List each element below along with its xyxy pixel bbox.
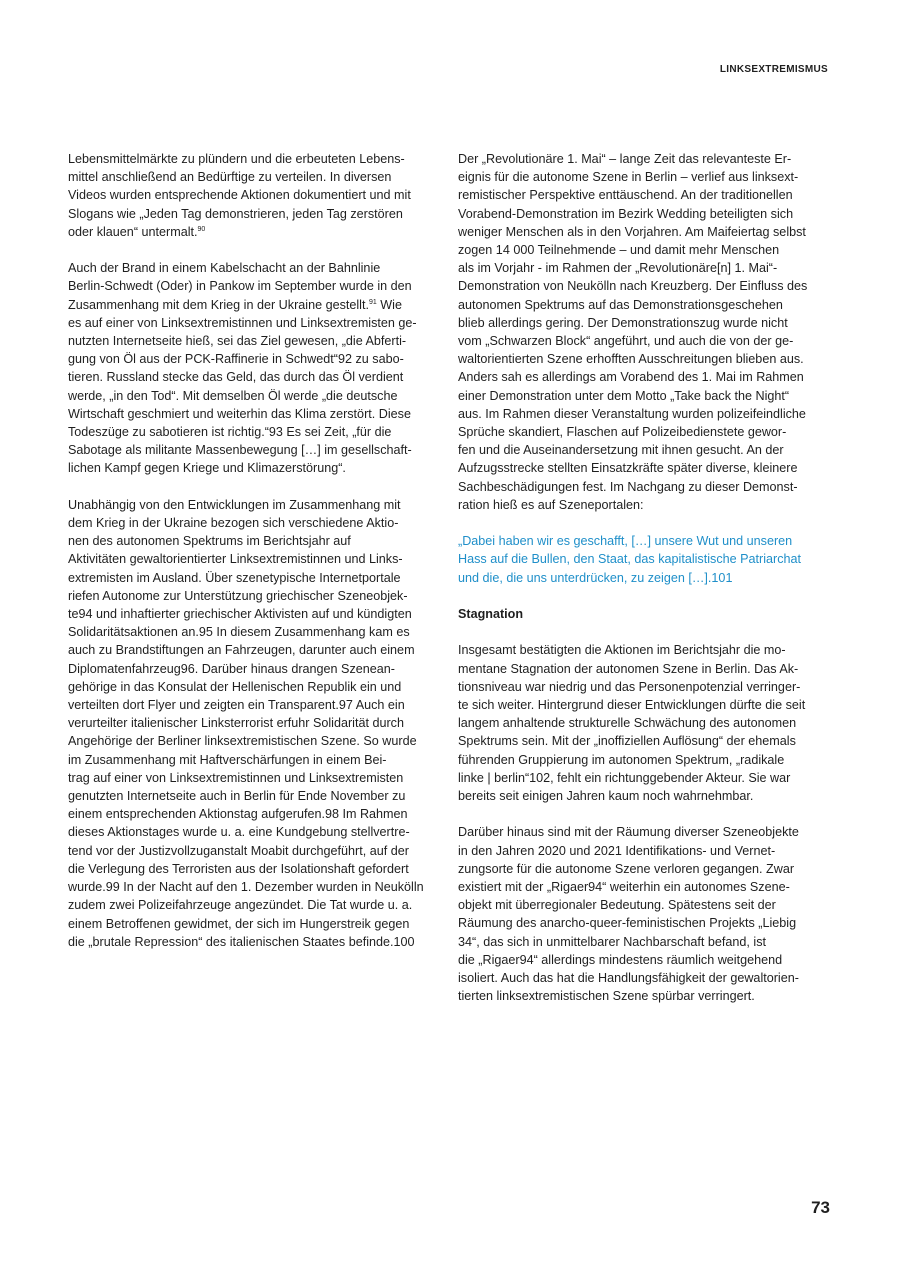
right-column: [458, 150, 830, 1024]
paragraph-may-day: Der „Revolutionäre 1. Mai“ – lange Zeit das relevanteste Er- eignis für die autonome Szene in Berlin – verlief aus linksext- remistischer Perspektive enttäuschend. An der traditionellen Vorabend-Demonstration im Bezirk Wedding beteiligten sich weniger Menschen als in den Vorjahren. Am Maifeiertag selbst zogen 14 000 Teilnehmende – und damit mehr Menschen als im Vorjahr - im Rahmen der „Revolutionäre[n] 1. Mai“- Demonstration von Neukölln nach Kreuzberg. Der Einfluss des autonomen Spektrums auf das Demonstrationsgeschehen blieb allerdings gering. Der Demonstrationszug wurde nicht vom „Schwarzen Block“ angeführt, und auch die von der ge- waltorientierten Szene erhofften Ausschreitungen blieben aus. Anders sah es allerdings am Vorabend des 1. Mai im Rahmen einer Demonstration unter dem Motto „Take back the Night“ aus. Im Rahmen dieser Veranstaltung wurden polizeifeindliche Sprüche skandiert, Flaschen auf Polizeibedienstete gewor- fen und die Auseinandersetzung mit ihnen gesucht. An der Aufzugsstrecke stellten Einsatzkräfte später diverse, kleinere Sachbeschädigungen fest. Im Nachgang zu dieser Demonst- ration hieß es auf Szeneportalen:: [458, 152, 808, 512]
quote-scene-portal: „Dabei haben wir es geschafft, […] unsere Wut und unseren Hass auf die Bullen, den Staat, das kapitalistische Patriarchat und die, die uns unterdrücken, zu zeigen […].101: [458, 534, 802, 585]
footnote-ref: 90: [197, 225, 206, 233]
paragraph-evictions: Darüber hinaus sind mit der Räumung diverser Szeneobjekte in den Jahren 2020 und 2021 Identifikations- und Vernet- zungsorte für die autonome Szene verloren gegangen. Zwar existiert mit der „Rigaer94“ weiterhin ein autonomes Szene- objekt mit überregionaler Bedeutung. Spätestens seit der Räumung des anarcho-queer-feministischen Projekts „Liebig 34“, das sich in unmittelbarer Nachbarschaft befand, ist die „Rigaer94“ allerdings mindestens räumlich weitgehend isoliert. Auch das hat die Handlungsfähigkeit der gewaltorien- tierten linksextremistischen Szene spürbar verringert.: [458, 825, 799, 1004]
heading-stagnation: Stagnation: [458, 607, 524, 622]
paragraph-food-markets: Lebensmittelmärkte zu plündern und die erbeuteten Lebens- mittel anschließend an Bedürftige zu verteilen. In diversen Videos wurden entsprechende Aktionen dokumentiert und mit Slogans wie „Jeden Tag demonstrieren, jeden Tag zerstören oder klauen“ untermalt.$^{90}$: [68, 152, 411, 239]
page-number: 73: [811, 1198, 830, 1217]
paragraph-cable-fire: Auch der Brand in einem Kabelschacht an der Bahnlinie Berlin-Schwedt (Oder) in Pankow im September wurde in den Zusammenhang mit dem Krieg in der Ukraine gestellt.$^{91}$ Wie es auf einer von Linksextremistinnen und Linksextremisten ge- nutzten Internetseite hieß, sei das Ziel gewesen, „die Abferti- gung von Öl aus der PCK-Raffinerie in Schwedt“92 zu sabo- tieren. Russland stecke das Geld, das durch das Öl verdient werde, „in den Tod“. Mit demselben Öl werde „die deutsche Wirtschaft geschmiert und weiterhin das Klima zerstört. Diese Todeszüge zu sabotieren ist richtig.“93 Es sei Zeit, „für die Sabotage als militante Massenbewegung […] im gesellschaft- lichen Kampf gegen Kriege und Klimazerstörung“.: [68, 261, 417, 476]
footnote-ref: 91: [368, 298, 377, 306]
paragraph-international-solidarity: Unabhängig von den Entwicklungen im Zusammenhang mit dem Krieg in der Ukraine bezogen sich verschiedene Aktio- nen des autonomen Spektrums im Berichtsjahr auf Aktivitäten gewaltorientierter Linksextremistinnen und Links- extremisten im Ausland. Über szenetypische Internetportale riefen Autonome zur Unterstützung griechischer Szeneobjek- te94 und inhaftierter griechischer Aktivisten auf und kündigten Solidaritätsaktionen an.95 In diesem Zusammenhang kam es auch zu Brandstiftungen an Fahrzeugen, darunter auch einem Diplomatenfahrzeug96. Darüber hinaus drangen Szenean- gehörige in das Konsulat der Hellenischen Republik ein und verteilten dort Flyer und zeigten ein Transparent.97 Auch ein verurteilter italienischer Linksterrorist erfuhr Solidarität durch Angehörige der Berliner linksextremistischen Szene. So wurde im Zusammenhang mit Haftverschärfungen in einem Bei- trag auf einer von Linksextremistinnen und Linksextremisten genutzten Internetseite auch in Berlin für Ende November zu einem entsprechenden Aktionstag aufgerufen.98 Im Rahmen dieses Aktionstages wurde u. a. eine Kundgebung stellvertre- tend vor der Justizvollzuganstalt Moabit durchgeführt, auf der die Verlegung des Terroristen aus der Isolationshaft gefordert wurde.99 In der Nacht auf den 1. Dezember wurden in Neukölln zudem zwei Polizeifahrzeuge angezündet. Die Tat wurde u. a. einem Betroffenen gewidmet, der sich im Hungerstreik gegen die „brutale Repression“ des italienischen Staates befinde.100: [68, 497, 424, 949]
left-column: [68, 150, 440, 969]
paragraph-stagnation: Insgesamt bestätigten die Aktionen im Berichtsjahr die mo- mentane Stagnation der autonomen Szene in Berlin. Das Ak- tionsniveau war niedrig und das Personenpotenzial verringer- te sich weiter. Hintergrund dieser Entwicklungen dürfte die seit langem anhaltende strukturelle Schwächung des autonomen Spektrums sein. Mit der „inoffiziellen Auflösung“ der ehemals führenden Gruppierung im autonomen Spektrum, „radikale linke | berlin“102, fehlt ein richtunggebender Akteur. Sie war bereits seit einigen Jahren kaum noch wahrnehmbar.: [458, 643, 806, 804]
section-header: LINKSEXTREMISMUS: [719, 64, 828, 75]
